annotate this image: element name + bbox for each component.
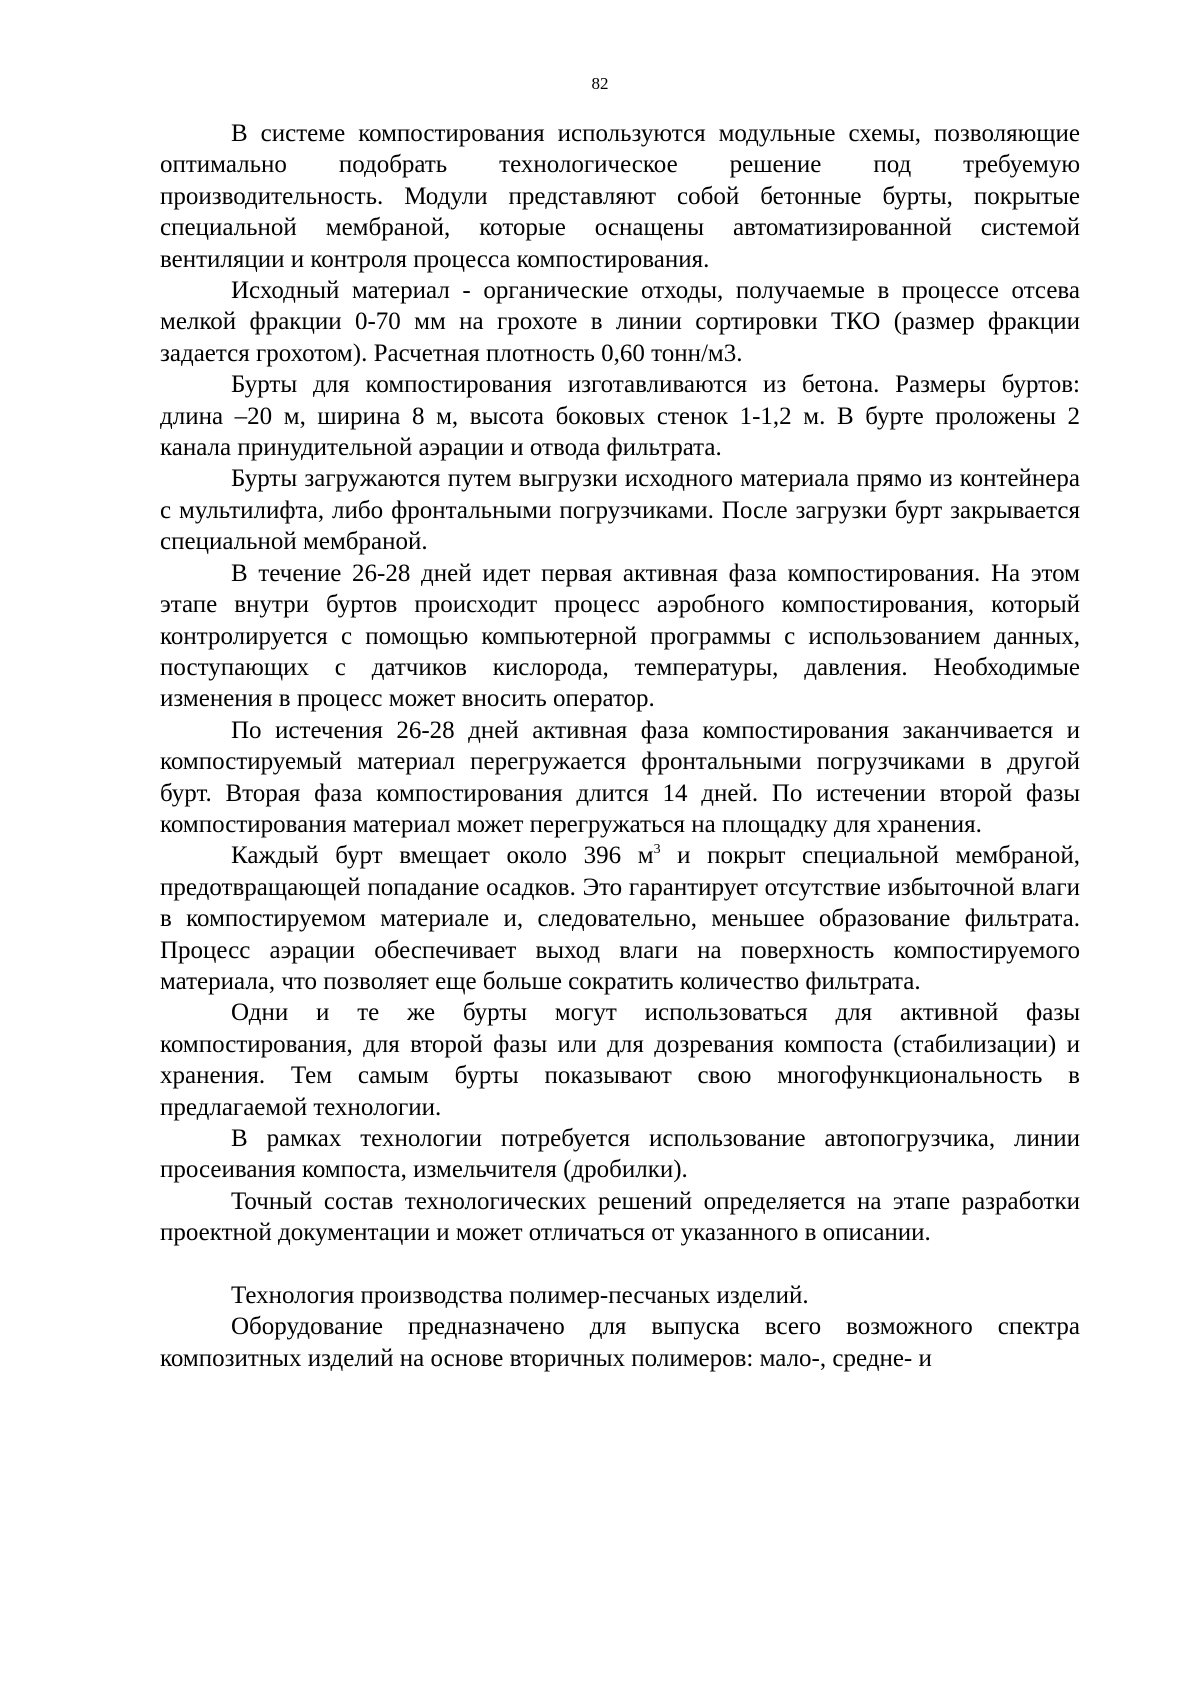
paragraph-first-phase: В течение 26-28 дней идет первая активная фаза компостирования. На этом этапе внутри буртов происходит процесс аэробного компостирования, который контролируется с помощью компьютерной программы с использованием данных, поступающих с датчиков кислорода, температуры, давления. Необходимые изменения в процесс может вносить оператор. bbox=[160, 559, 1080, 713]
paragraph-pile-loading: Бурты загружаются путем выгрузки исходного материала прямо из контейнера с мультилифта, либо фронтальными погрузчиками. После загрузки бурт закрывается специальной мембраной. bbox=[160, 465, 1080, 556]
paragraph-second-phase: По истечения 26-28 дней активная фаза компостирования заканчивается и компостируемый материал перегружается фронтальными погрузчиками в другой бурт. Вторая фаза компостирования длится 14 дней. По истечении второй фазы компостирования материал может перегружаться на площадку для хранения. bbox=[160, 716, 1080, 838]
paragraph-multifunctionality: Одни и те же бурты могут использоваться для активной фазы компостирования, для второй фазы или для дозревания компоста (стабилизации) и хранения. Тем самым бурты показывают свою многофункциональность в предлагаемой технологии. bbox=[160, 999, 1080, 1121]
page-number: 82 bbox=[591, 74, 609, 93]
volume-text-after: и покрыт специальной мембраной, предотвращающей попадание осадков. Это гарантирует отсутствие избыточной влаги в компостируемом материале и, следовательно, меньшее образование фильтрата. Процесс аэрации обеспечивает выход влаги на поверхность компостируемого материала, что позволяет еще больше сократить количество фильтрата. bbox=[160, 842, 1080, 995]
volume-text-before: Каждый бурт вмещает около 396 м bbox=[231, 842, 654, 870]
paragraph-gap bbox=[160, 1249, 1080, 1280]
paragraph-modular-schemes: В системе компостирования используются модульные схемы, позволяющие оптимально подобрать технологическое решение под требуемую производительность. Модули представляют собой бетонные бурты, покрытые специальной мембраной, которые оснащены автоматизированной системой вентиляции и контроля процесса компостирования. bbox=[160, 120, 1080, 273]
paragraph-pile-volume bbox=[160, 840, 1080, 997]
paragraph-project-documentation: Точный состав технологических решений определяется на этапе разработки проектной документации и может отличаться от указанного в описании. bbox=[160, 1187, 1080, 1247]
paragraph-source-material: Исходный материал - органические отходы, получаемые в процессе отсева мелкой фракции 0-70 мм на грохоте в линии сортировки ТКО (размер фракции задается грохотом). Расчетная плотность 0,60 тонн/м3. bbox=[160, 277, 1080, 367]
paragraph-pile-dimensions: Бурты для компостирования изготавливаются из бетона. Размеры буртов: длина –20 м, ширина 8 м, высота боковых стенок 1-1,2 м. В бурте проложены 2 канала принудительной аэрации и отвода фильтрата. bbox=[160, 371, 1080, 462]
paragraph-equipment: В рамках технологии потребуется использование автопогрузчика, линии просеивания компоста, измельчителя (дробилки). bbox=[160, 1125, 1080, 1184]
section-title: Технология производства полимер-песчаных изделий. bbox=[231, 1282, 809, 1310]
volume-superscript: 3 bbox=[653, 842, 661, 858]
body-text bbox=[160, 118, 1080, 1374]
paragraph-polymer-equipment: Оборудование предназначено для выпуска всего возможного спектра композитных изделий на основе вторичных полимеров: мало-, средне- и bbox=[160, 1313, 1080, 1372]
